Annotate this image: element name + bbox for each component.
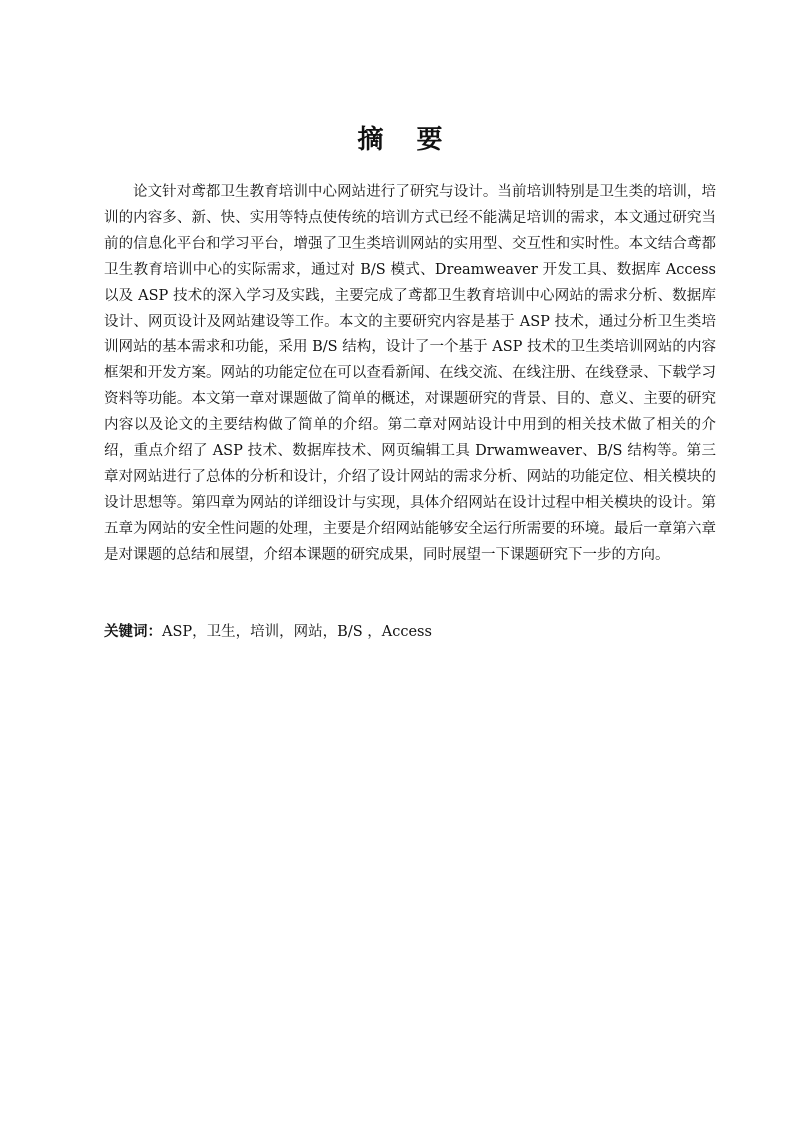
abstract-title: 摘 要 <box>357 125 455 155</box>
keywords-line <box>104 620 716 644</box>
keywords-text: ASP，卫生，培训，网站，B/S ，Access <box>162 624 432 640</box>
abstract-body: 论文针对鸢都卫生教育培训中心网站进行了研究与设计。当前培训特别是卫生类的培训，培训的内容多、新、快、实用等特点使传统的培训方式已经不能满足培训的需求，本文通过研究当前的信息化平台和学习平台，增强了卫生类培训网站的实用型、交互性和实时性。本文结合鸢都卫生教育培训中心的实际需求，通过对 B/S 模式、Dreamweaver 开发工具、数据库 Access 以及 ASP 技术的深入学习及实践，主要完成了鸢都卫生教育培训中心网站的需求分析、数据库设计、网页设计及网站建设等工作。本文的主要研究内容是基于 ASP 技术，通过分析卫生类培训网站的基本需求和功能，采用 B/S 结构，设计了一个基于 ASP 技术的卫生类培训网站的内容框架和开发方案。网站的功能定位在可以查看新闻、在线交流、在线注册、在线登录、下载学习资料等功能。本文第一章对课题做了简单的概述，对课题研究的背景、目的、意义、主要的研究内容以及论文的主要结构做了简单的介绍。第二章对网站设计中用到的相关技术做了相关的介绍，重点介绍了 ASP 技术、数据库技术、网页编辑工具 Drwamweaver、B/S 结构等。第三章对网站进行了总体的分析和设计，介绍了设计网站的需求分析、网站的功能定位、相关模块的设计思想等。第四章为网站的详细设计与实现，具体介绍网站在设计过程中相关模块的设计。第五章为网站的安全性问题的处理，主要是介绍网站能够安全运行所需要的环境。最后一章第六章是对课题的总结和展望，介绍本课题的研究成果，同时展望一下课题研究下一步的方向。 <box>104 184 716 563</box>
keywords-label: 关键词： <box>104 624 162 640</box>
